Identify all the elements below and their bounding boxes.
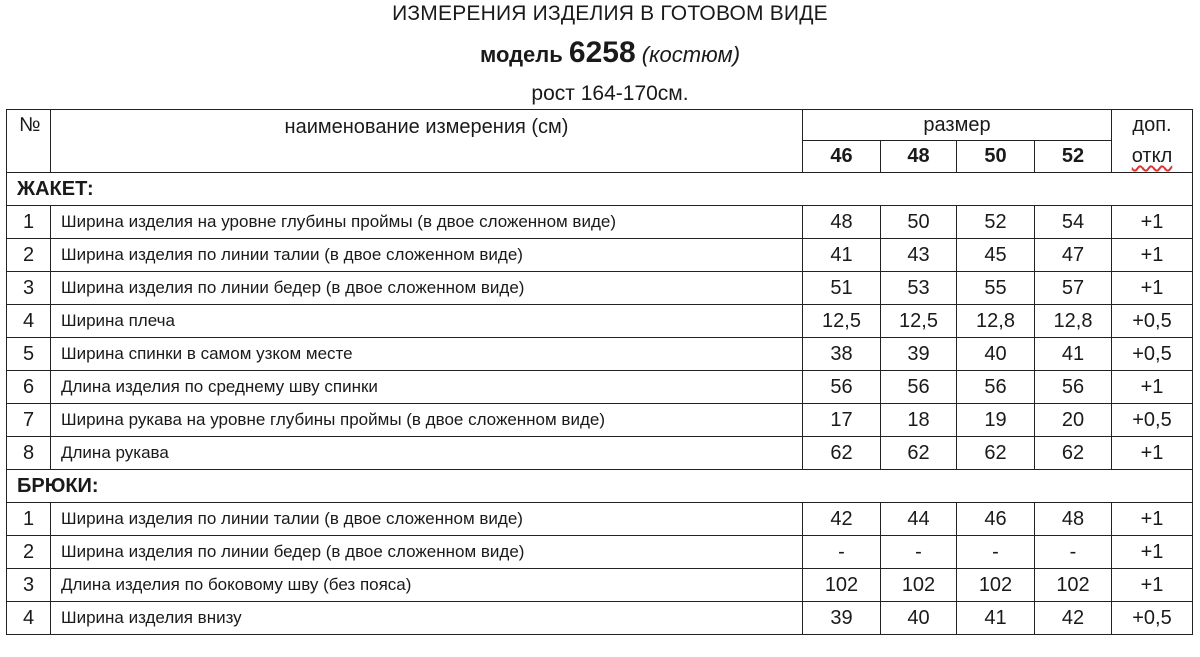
size-value-50: 102 [957,569,1035,602]
size-value-52: 20 [1035,404,1112,437]
tolerance-value: +1 [1112,239,1193,272]
size-value-50: 45 [957,239,1035,272]
size-value-48: 44 [881,503,957,536]
measurements-table [6,109,1193,635]
row-number: 3 [7,272,51,305]
measurement-name: Ширина плеча [51,305,803,338]
column-header-tolerance-unit [1112,141,1193,173]
column-header-number: № [7,110,51,173]
size-value-52: 102 [1035,569,1112,602]
model-line [0,36,1200,70]
size-value-50: 12,8 [957,305,1035,338]
size-value-48: - [881,536,957,569]
size-value-46: 12,5 [803,305,881,338]
table-row [7,338,1193,371]
size-value-46: 51 [803,272,881,305]
tolerance-unit-label: откл [1131,144,1173,167]
row-number: 1 [7,206,51,239]
size-value-46: 39 [803,602,881,635]
size-value-52: - [1035,536,1112,569]
measurement-name: Ширина изделия по линии талии (в двое сложенном виде) [51,503,803,536]
section-header-row [7,470,1193,503]
tolerance-value: +1 [1112,503,1193,536]
table-header-row [7,110,1193,141]
row-number: 2 [7,536,51,569]
tolerance-value: +1 [1112,272,1193,305]
height-range: рост 164-170см. [531,82,689,105]
size-value-48: 53 [881,272,957,305]
table-row [7,371,1193,404]
size-value-48: 43 [881,239,957,272]
measurement-name: Длина изделия по боковому шву (без пояса) [51,569,803,602]
column-header-name: наименование измерения (см) [51,110,803,173]
size-value-48: 102 [881,569,957,602]
column-header-tolerance: доп. [1112,110,1193,141]
measurement-name: Ширина изделия по линии бедер (в двое сложенном виде) [51,536,803,569]
size-value-48: 62 [881,437,957,470]
size-value-52: 47 [1035,239,1112,272]
measurement-name: Длина изделия по среднему шву спинки [51,371,803,404]
table-row [7,272,1193,305]
section-title: ЖАКЕТ: [7,173,1193,206]
row-number: 1 [7,503,51,536]
size-value-48: 39 [881,338,957,371]
model-label: модель [479,42,563,67]
size-value-52: 62 [1035,437,1112,470]
size-value-48: 12,5 [881,305,957,338]
measurement-name: Ширина изделия по линии талии (в двое сложенном виде) [51,239,803,272]
size-header: 50 [957,141,1035,173]
size-value-50: 52 [957,206,1035,239]
size-value-52: 57 [1035,272,1112,305]
tolerance-value: +1 [1112,437,1193,470]
size-value-46: 17 [803,404,881,437]
size-value-50: 19 [957,404,1035,437]
tolerance-value: +0,5 [1112,602,1193,635]
column-header-size-group: размер [803,110,1112,141]
measurement-name: Ширина спинки в самом узком месте [51,338,803,371]
row-number: 4 [7,305,51,338]
size-value-52: 42 [1035,602,1112,635]
row-number: 2 [7,239,51,272]
measurement-name: Ширина изделия внизу [51,602,803,635]
size-value-50: - [957,536,1035,569]
table-row [7,437,1193,470]
tolerance-value: +0,5 [1112,305,1193,338]
tolerance-value: +1 [1112,569,1193,602]
tolerance-value: +1 [1112,371,1193,404]
size-value-50: 62 [957,437,1035,470]
size-value-48: 40 [881,602,957,635]
size-value-52: 48 [1035,503,1112,536]
size-value-46: 41 [803,239,881,272]
size-value-52: 54 [1035,206,1112,239]
size-value-52: 12,8 [1035,305,1112,338]
measurement-name: Ширина изделия по линии бедер (в двое сложенном виде) [51,272,803,305]
size-value-50: 46 [957,503,1035,536]
table-row [7,602,1193,635]
table-row [7,404,1193,437]
tolerance-value: +0,5 [1112,404,1193,437]
row-number: 6 [7,371,51,404]
size-value-48: 50 [881,206,957,239]
tolerance-value: +0,5 [1112,338,1193,371]
row-number: 5 [7,338,51,371]
measurement-name: Ширина изделия на уровне глубины проймы (в двое сложенном виде) [51,206,803,239]
size-value-46: 38 [803,338,881,371]
model-note: (костюм) [641,42,741,67]
row-number: 3 [7,569,51,602]
size-value-50: 40 [957,338,1035,371]
size-value-50: 41 [957,602,1035,635]
size-header: 48 [881,141,957,173]
model-number: 6258 [568,36,636,69]
size-value-46: 62 [803,437,881,470]
size-value-48: 56 [881,371,957,404]
table-row [7,569,1193,602]
size-value-52: 41 [1035,338,1112,371]
table-row [7,239,1193,272]
table-row [7,503,1193,536]
size-value-50: 56 [957,371,1035,404]
tolerance-value: +1 [1112,536,1193,569]
size-value-46: 48 [803,206,881,239]
tolerance-value: +1 [1112,206,1193,239]
table-row [7,305,1193,338]
size-header: 46 [803,141,881,173]
row-number: 7 [7,404,51,437]
size-value-52: 56 [1035,371,1112,404]
size-value-46: 102 [803,569,881,602]
section-header-row [7,173,1193,206]
row-number: 4 [7,602,51,635]
table-row [7,536,1193,569]
size-value-46: 42 [803,503,881,536]
size-value-46: 56 [803,371,881,404]
measurement-name: Длина рукава [51,437,803,470]
row-number: 8 [7,437,51,470]
section-title: БРЮКИ: [7,470,1193,503]
size-value-46: - [803,536,881,569]
document-title: ИЗМЕРЕНИЯ ИЗДЕЛИЯ В ГОТОВОМ ВИДЕ [392,2,828,25]
table-row [7,206,1193,239]
size-value-50: 55 [957,272,1035,305]
size-value-48: 18 [881,404,957,437]
measurement-name: Ширина рукава на уровне глубины проймы (в двое сложенном виде) [51,404,803,437]
size-header: 52 [1035,141,1112,173]
